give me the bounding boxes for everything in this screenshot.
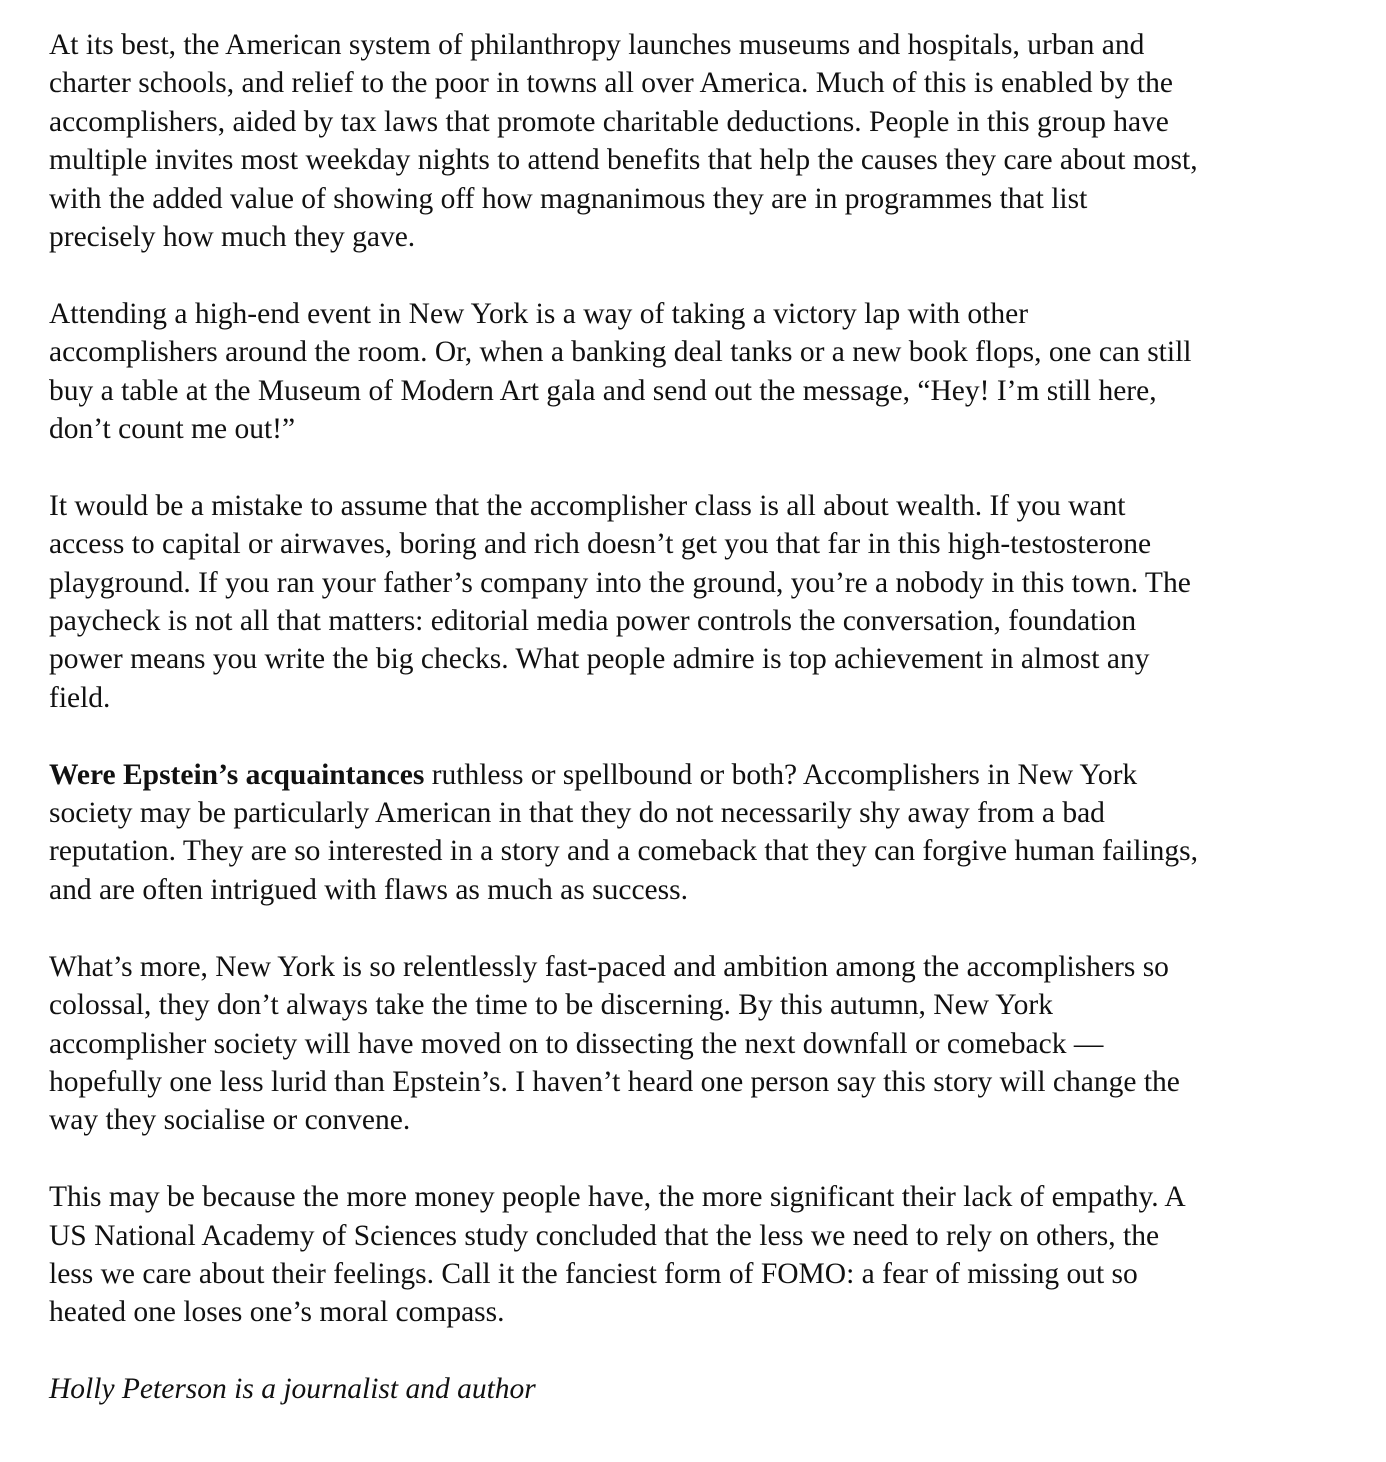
- paragraph-accomplisher-class: [49, 487, 1354, 717]
- text-line: This may be because the more money people have, the more significant their lack of empathy. A: [49, 1181, 1186, 1214]
- text-line: charter schools, and relief to the poor in towns all over America. Much of this is enabled by the: [49, 67, 1173, 100]
- document-page: [49, 26, 1354, 1409]
- text-line: playground. If you ran your father’s company into the ground, you’re a nobody in this town. The: [49, 566, 1191, 599]
- text-line: US National Academy of Sciences study concluded that the less we need to rely on others, the: [49, 1219, 1160, 1252]
- text-line: What’s more, New York is so relentlessly fast-paced and ambition among the accomplishers so: [49, 950, 1169, 983]
- paragraph-high-end-event: [49, 295, 1354, 449]
- text-line: field.: [49, 681, 111, 714]
- bold-lead-text: Were Epstein’s acquaintances: [49, 758, 425, 791]
- text-line: don’t count me out!”: [49, 413, 296, 446]
- text-line: precisely how much they gave.: [49, 221, 416, 254]
- author-byline: Holly Peterson is a journalist and author: [49, 1373, 536, 1406]
- paragraph-fast-paced: [49, 948, 1354, 1140]
- text-line: heated one loses one’s moral compass.: [49, 1296, 505, 1329]
- text-line: At its best, the American system of philanthropy launches museums and hospitals, urban and: [49, 29, 1145, 61]
- text-line: access to capital or airwaves, boring and rich doesn’t get you that far in this high-testosterone: [49, 528, 1152, 561]
- text-line: and are often intrigued with flaws as much as success.: [49, 873, 688, 906]
- text-line: power means you write the big checks. What people admire is top achievement in almost any: [49, 643, 1150, 676]
- text-line: hopefully one less lurid than Epstein’s. I haven’t heard one person say this story will change the: [49, 1065, 1180, 1098]
- text-line: [49, 756, 1354, 794]
- text-line: Attending a high-end event in New York is a way of taking a victory lap with other: [49, 297, 1029, 330]
- text-line: less we care about their feelings. Call it the fanciest form of FOMO: a fear of missing out so: [49, 1257, 1138, 1290]
- text-line: accomplishers around the room. Or, when a banking deal tanks or a new book flops, one can still: [49, 336, 1192, 369]
- text-line: It would be a mistake to assume that the accomplisher class is all about wealth. If you want: [49, 489, 1126, 522]
- first-line-rest: ruthless or spellbound or both? Accomplishers in New York: [424, 758, 1138, 791]
- text-line: society may be particularly American in that they do not necessarily shy away from a bad: [49, 797, 1105, 830]
- text-line: multiple invites most weekday nights to attend benefits that help the causes they care about most,: [49, 144, 1198, 177]
- text-line: paycheck is not all that matters: editorial media power controls the conversation, foundation: [49, 605, 1137, 638]
- text-line: reputation. They are so interested in a story and a comeback that they can forgive human failings,: [49, 835, 1199, 868]
- paragraph-epstein-acquaintances: [49, 756, 1354, 910]
- text-line: buy a table at the Museum of Modern Art gala and send out the message, “Hey! I’m still here,: [49, 374, 1157, 407]
- paragraph-philanthropy: [49, 26, 1354, 256]
- paragraph-empathy: [49, 1178, 1354, 1332]
- text-line: accomplisher society will have moved on to dissecting the next downfall or comeback —: [49, 1027, 1104, 1060]
- text-line: way they socialise or convene.: [49, 1104, 411, 1137]
- text-line: with the added value of showing off how magnanimous they are in programmes that list: [49, 182, 1088, 215]
- text-line: colossal, they don’t always take the time to be discerning. By this autumn, New York: [49, 989, 1053, 1022]
- text-line: accomplishers, aided by tax laws that promote charitable deductions. People in this group have: [49, 105, 1169, 138]
